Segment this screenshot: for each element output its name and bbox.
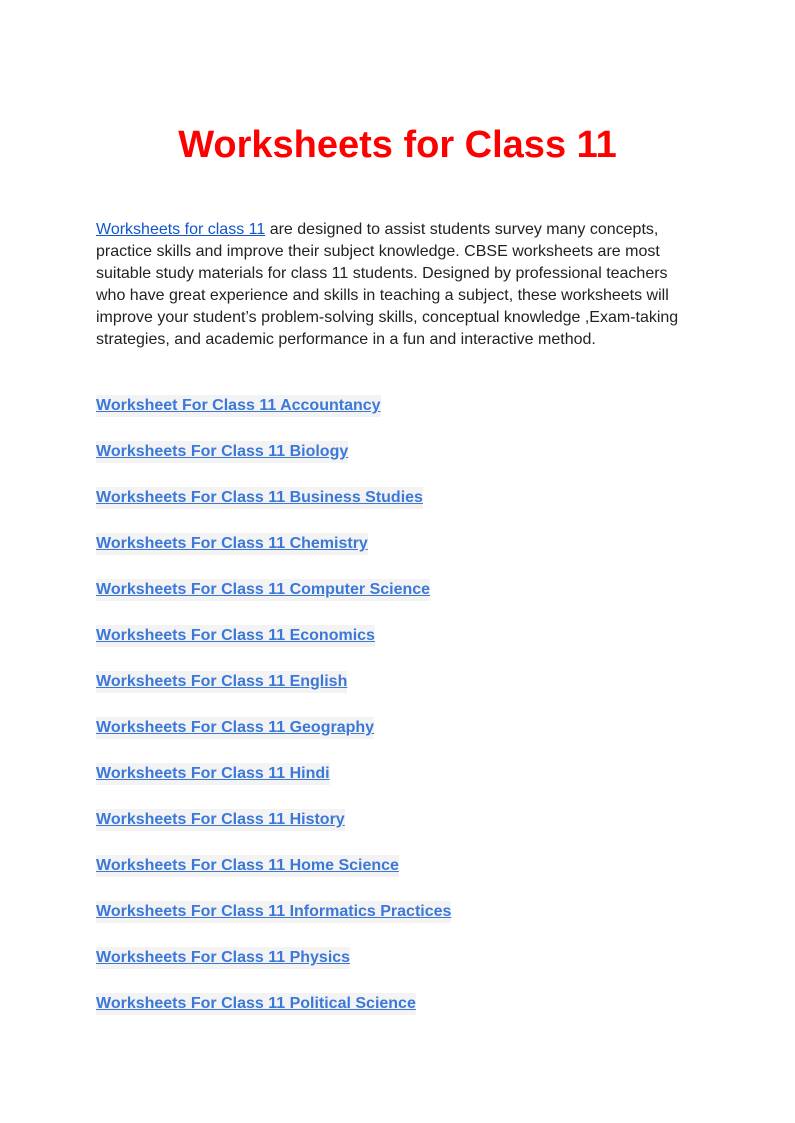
intro-paragraph (96, 219, 696, 351)
list-item (96, 487, 451, 533)
page-title: Worksheets for Class 11 (178, 124, 617, 166)
list-item (96, 533, 451, 579)
list-item (96, 947, 451, 993)
link-informatics-practices[interactable]: Worksheets For Class 11 Informatics Practices (96, 901, 451, 923)
link-geography[interactable]: Worksheets For Class 11 Geography (96, 717, 374, 739)
list-item (96, 901, 451, 947)
list-item (96, 625, 451, 671)
list-item (96, 993, 451, 1039)
link-political-science[interactable]: Worksheets For Class 11 Political Science (96, 993, 416, 1015)
worksheet-link-list (96, 395, 451, 1039)
link-hindi[interactable]: Worksheets For Class 11 Hindi (96, 763, 330, 785)
intro-link[interactable]: Worksheets for class 11 (96, 221, 266, 238)
list-item (96, 763, 451, 809)
list-item (96, 855, 451, 901)
link-biology[interactable]: Worksheets For Class 11 Biology (96, 441, 348, 463)
link-business-studies[interactable]: Worksheets For Class 11 Business Studies (96, 487, 423, 509)
list-item (96, 395, 451, 441)
link-physics[interactable]: Worksheets For Class 11 Physics (96, 947, 350, 969)
list-item (96, 671, 451, 717)
list-item (96, 809, 451, 855)
link-accountancy[interactable]: Worksheet For Class 11 Accountancy (96, 395, 381, 417)
link-computer-science[interactable]: Worksheets For Class 11 Computer Science (96, 579, 430, 601)
list-item (96, 441, 451, 487)
list-item (96, 717, 451, 763)
link-home-science[interactable]: Worksheets For Class 11 Home Science (96, 855, 399, 877)
link-chemistry[interactable]: Worksheets For Class 11 Chemistry (96, 533, 368, 555)
link-history[interactable]: Worksheets For Class 11 History (96, 809, 345, 831)
intro-text: are designed to assist students survey many concepts, practice skills and improve their subject knowledge. CBSE worksheets are most suitable study materials for class 11 students. Designed by professional teachers who have great experience and skills in teaching a subject, these worksheets will improve your student’s problem-solving skills, conceptual knowledge ,Exam-taking strategies, and academic performance in a fun and interactive method. (96, 221, 679, 348)
link-english[interactable]: Worksheets For Class 11 English (96, 671, 347, 693)
link-economics[interactable]: Worksheets For Class 11 Economics (96, 625, 375, 647)
list-item (96, 579, 451, 625)
